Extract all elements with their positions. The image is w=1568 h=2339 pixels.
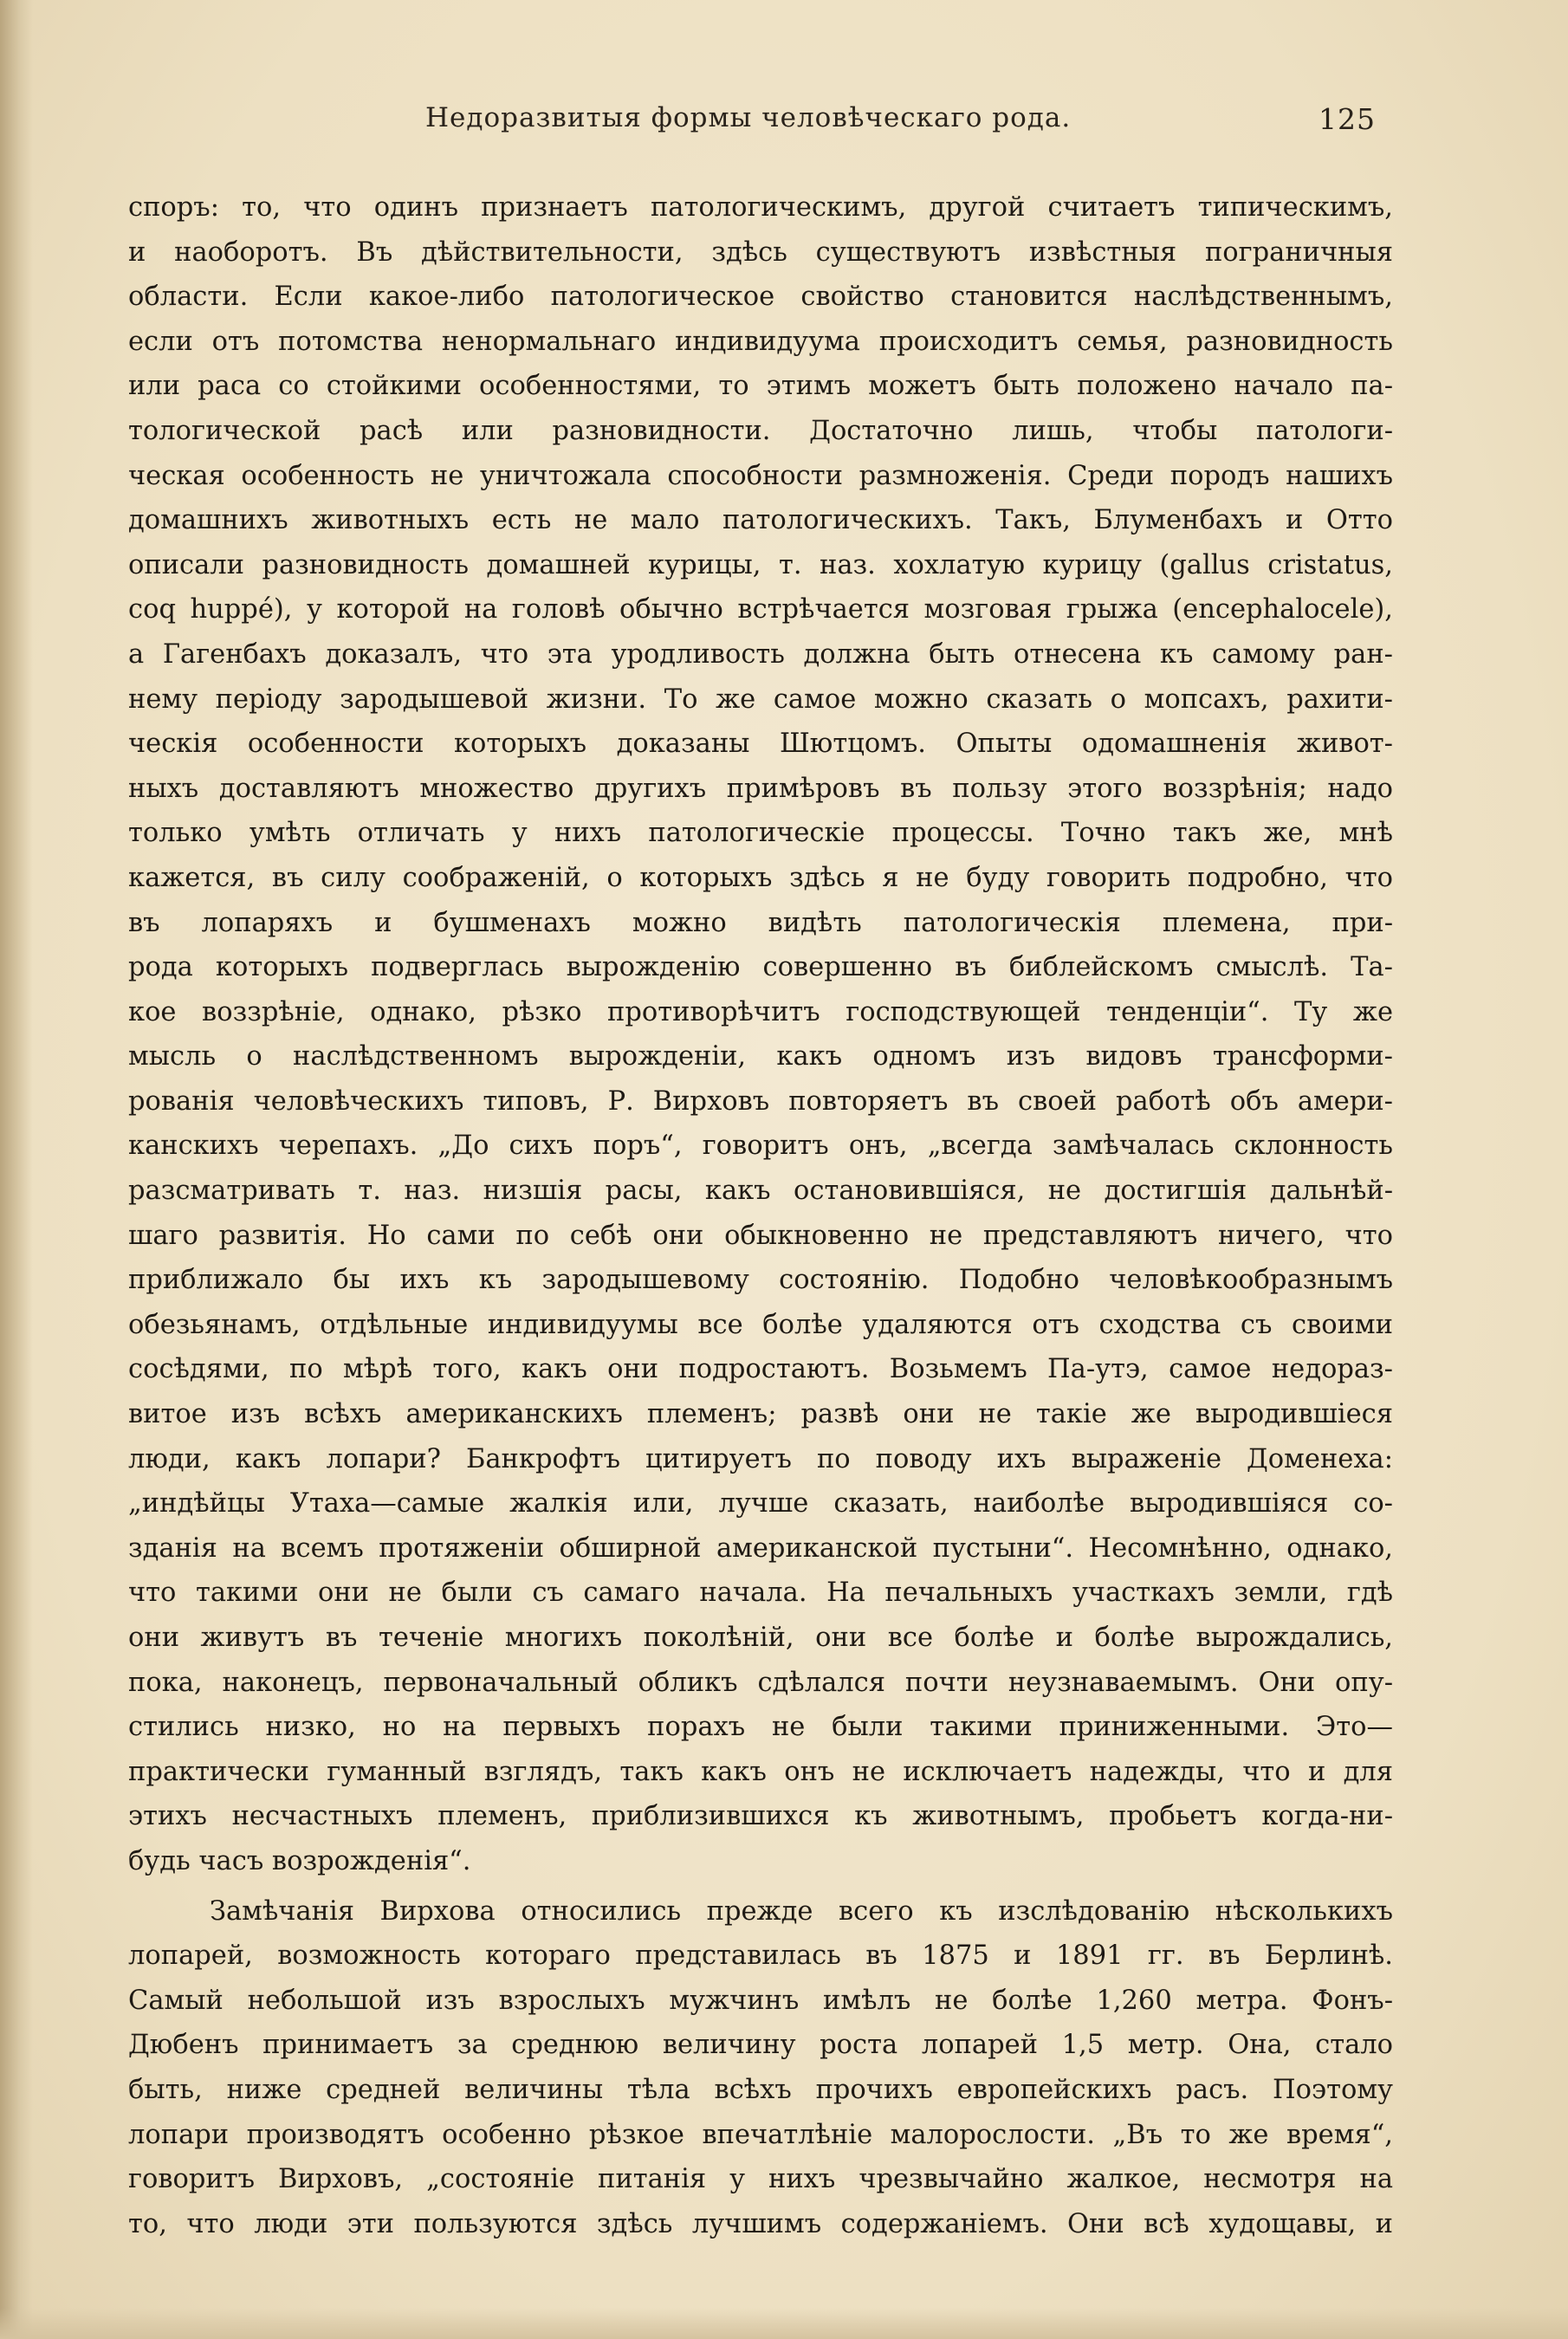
text-line: пока, наконецъ, первоначальный обликъ сдѣлался почти неузнаваемымъ. Они опу-: [128, 1667, 1393, 1698]
text-line: тологической расѣ или разновидности. Достаточно лишь, чтобы патологи-: [128, 415, 1393, 446]
text-line: говоритъ Вирховъ, „состояніе питанія у нихъ чрезвычайно жалкое, несмотря на: [128, 2164, 1393, 2195]
text-line: рованія человѣческихъ типовъ, Р. Вирховъ повторяетъ въ своей работѣ объ амери-: [128, 1085, 1393, 1117]
text-line: или раса со стойкими особенностями, то этимъ можетъ быть положено начало па-: [128, 371, 1393, 402]
text-line: ческія особенности которыхъ доказаны Шютцомъ. Опыты одомашненія живот-: [128, 729, 1393, 760]
text-line: они живутъ въ теченіе многихъ поколѣній, они все болѣе и болѣе вырождались,: [128, 1623, 1393, 1653]
text-line: если отъ потомства ненормальнаго индивидуума происходитъ семья, разновидность: [128, 326, 1393, 357]
text-line: стились низко, но на первыхъ порахъ не были такими приниженными. Это—: [128, 1712, 1393, 1743]
text-line: въ лопаряхъ и бушменахъ можно видѣть патологическія племена, при-: [128, 907, 1393, 938]
text-line: кое воззрѣніе, однако, рѣзко противорѣчитъ господствующей тенденціи“. Ту же: [128, 996, 1393, 1027]
page-number: 125: [1319, 102, 1376, 136]
text-line: канскихъ черепахъ. „До сихъ поръ“, говоритъ онъ, „всегда замѣчалась склонность: [128, 1131, 1393, 1162]
text-line: люди, какъ лопари? Банкрофтъ цитируетъ по поводу ихъ выраженіе Доменеха:: [128, 1443, 1393, 1474]
text-line: споръ: то, что одинъ признаетъ патологическимъ, другой считаетъ типическимъ,: [128, 192, 1393, 223]
text-line: кажется, въ силу соображеній, о которыхъ здѣсь я не буду говорить подробно, что: [128, 862, 1393, 893]
text-line: что такими они не были съ самаго начала. На печальныхъ участкахъ земли, гдѣ: [128, 1578, 1393, 1609]
page-spine-shadow: [0, 0, 33, 2339]
text-line: и наоборотъ. Въ дѣйствительности, здѣсь существуютъ извѣстныя пограничныя: [128, 236, 1393, 268]
text-line: а Гагенбахъ доказалъ, что эта уродливость должна быть отнесена къ самому ран-: [128, 638, 1393, 670]
text-line: этихъ несчастныхъ племенъ, приблизившихся къ животнымъ, пробьетъ когда-ни-: [128, 1801, 1393, 1832]
text-line: только умѣть отличать у нихъ патологическіе процессы. Точно такъ же, мнѣ: [128, 818, 1393, 849]
text-line: зданія на всемъ протяженіи обширной американской пустыни“. Несомнѣнно, однако,: [128, 1532, 1393, 1564]
text-line: быть, ниже средней величины тѣла всѣхъ прочихъ европейскихъ расъ. Поэтому: [128, 2074, 1393, 2105]
body-text: [128, 185, 1393, 2246]
text-line: ныхъ доставляютъ множество другихъ примѣровъ въ пользу этого воззрѣнія; надо: [128, 773, 1393, 804]
page-bottom-edge: [0, 2308, 1568, 2339]
paragraph-1: [128, 185, 1393, 1884]
text-line: домашнихъ животныхъ есть не мало патологическихъ. Такъ, Блуменбахъ и Отто: [128, 505, 1393, 536]
text-line: области. Если какое-либо патологическое свойство становится наслѣдственнымъ,: [128, 282, 1393, 313]
text-line: описали разновидность домашней курицы, т. наз. хохлатую курицу (gallus cristatus,: [128, 549, 1393, 580]
text-line: лопарей, возможность котораго представилась въ 1875 и 1891 гг. въ Берлинѣ.: [128, 1941, 1393, 1972]
paragraph-2: [128, 1889, 1393, 2247]
text-line: рода которыхъ подверглась вырожденію совершенно въ библейскомъ смыслѣ. Та-: [128, 952, 1393, 983]
text-line: витое изъ всѣхъ американскихъ племенъ; развѣ они не такіе же выродившіеся: [128, 1399, 1393, 1430]
text-line: обезьянамъ, отдѣльные индивидуумы все болѣе удаляются отъ сходства съ своими: [128, 1309, 1393, 1340]
text-line: мысль о наслѣдственномъ вырожденіи, какъ одномъ изъ видовъ трансформи-: [128, 1041, 1393, 1072]
text-line: приближало бы ихъ къ зародышевому состоянію. Подобно человѣкообразнымъ: [128, 1265, 1393, 1296]
text-line: coq huppé), у которой на головѣ обычно встрѣчается мозговая грыжа (encephalocele),: [128, 594, 1393, 625]
text-line: Замѣчанія Вирхова относились прежде всего къ изслѣдованію нѣсколькихъ: [210, 1895, 1393, 1927]
text-line: Самый небольшой изъ взрослыхъ мужчинъ имѣлъ не болѣе 1,260 метра. Фонъ-: [128, 1985, 1393, 2016]
text-line: „индѣйцы Утаха—самые жалкія или, лучше сказать, наиболѣе выродившіяся со-: [128, 1488, 1393, 1519]
text-line: ческая особенность не уничтожала способности размноженія. Среди породъ нашихъ: [128, 460, 1393, 491]
text-line: практически гуманный взглядъ, такъ какъ онъ не исключаетъ надежды, что и для: [128, 1756, 1393, 1787]
text-line: шаго развитія. Но сами по себѣ они обыкновенно не представляютъ ничего, что: [128, 1220, 1393, 1251]
running-title: Недоразвитыя формы человѣческаго рода.: [425, 102, 1072, 133]
text-line: лопари производятъ особенно рѣзкое впечатлѣніе малорослости. „Въ то же время“,: [128, 2119, 1393, 2150]
text-line: то, что люди эти пользуются здѣсь лучшимъ содержаніемъ. Они всѣ худощавы, и: [128, 2208, 1393, 2239]
text-line: нему періоду зародышевой жизни. То же самое можно сказать о мопсахъ, рахити-: [128, 684, 1393, 715]
text-line: разсматривать т. наз. низшія расы, какъ остановившіяся, не достигшія дальнѣй-: [128, 1176, 1393, 1207]
text-line: Дюбенъ принимаетъ за среднюю величину роста лопарей 1,5 метр. Она, стало: [128, 2030, 1393, 2061]
text-line: будь часъ возрожденія“.: [128, 1845, 471, 1876]
running-header: [128, 102, 1376, 146]
text-line: сосѣдями, по мѣрѣ того, какъ они подростаютъ. Возьмемъ Па-утэ, самое недораз-: [128, 1354, 1393, 1385]
